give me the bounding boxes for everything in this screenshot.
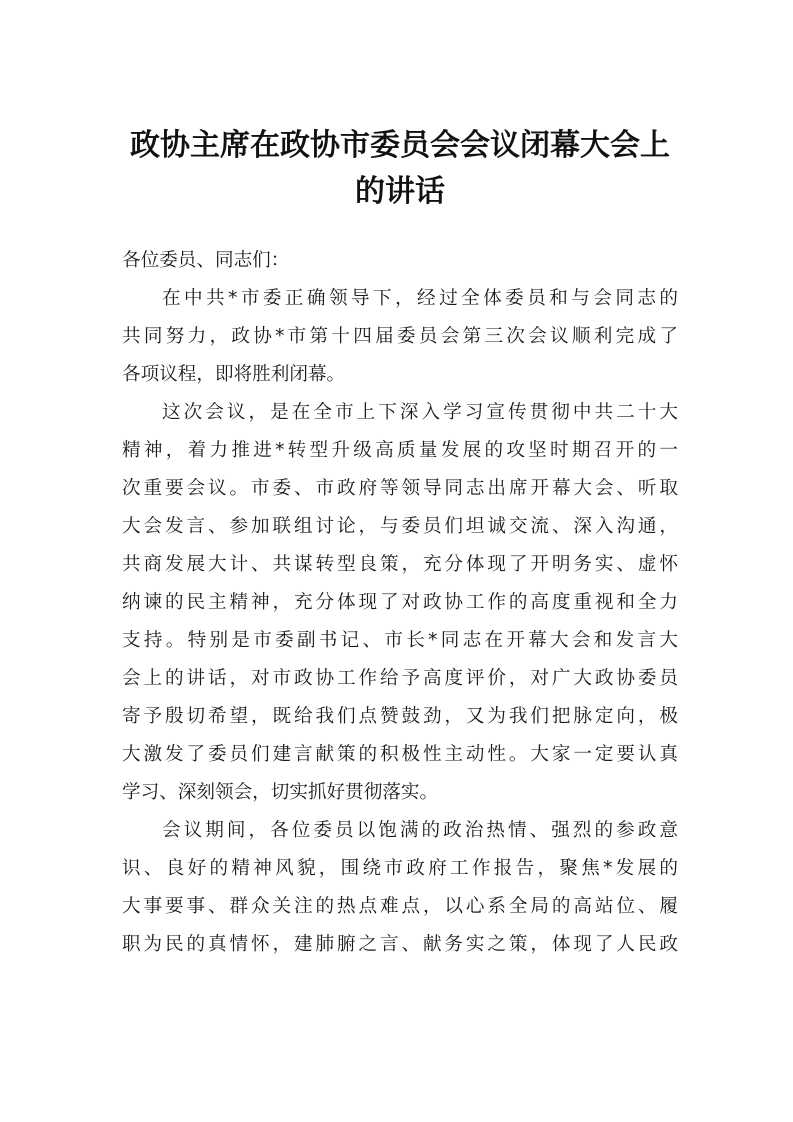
document-body — [122, 242, 678, 964]
paragraph-line: 这次会议，是在全市上下深入学习宣传贯彻中共二十大 — [162, 402, 678, 423]
paragraph-1 — [122, 280, 678, 394]
paragraph-line: 会上的讲话，对市政协工作给予高度评价，对广大政协委员 — [122, 668, 678, 689]
document-title-line-2: 的讲话 — [355, 174, 445, 209]
paragraph-line: 大会发言、参加联组讨论，与委员们坦诚交流、深入沟通， — [122, 516, 678, 537]
paragraph-line: 识、良好的精神风貌，围绕市政府工作报告，聚焦*发展的 — [122, 858, 678, 879]
paragraph-line: 会议期间，各位委员以饱满的政治热情、强烈的参政意 — [162, 820, 678, 841]
paragraph-line: 大事要事、群众关注的热点难点，以心系全局的高站位、履 — [122, 896, 678, 917]
paragraph-line: 精神，着力推进*转型升级高质量发展的攻坚时期召开的一 — [122, 440, 678, 461]
paragraph-line: 共商发展大计、共谋转型良策，充分体现了开明务实、虚怀 — [122, 554, 678, 575]
paragraph-2 — [122, 394, 678, 812]
paragraph-line: 职为民的真情怀，建肺腑之言、献务实之策，体现了人民政 — [122, 934, 678, 955]
paragraph-line: 支持。特别是市委副书记、市长*同志在开幕大会和发言大 — [122, 630, 678, 651]
paragraph-line: 各项议程，即将胜利闭幕。 — [122, 364, 346, 385]
salutation: 各位委员、同志们： — [122, 250, 290, 271]
paragraph-line: 寄予殷切希望，既给我们点赞鼓劲，又为我们把脉定向，极 — [122, 706, 678, 727]
paragraph-line: 大激发了委员们建言献策的积极性主动性。大家一定要认真 — [122, 744, 678, 765]
paragraph-3 — [122, 812, 678, 964]
paragraph-line: 在中共*市委正确领导下，经过全体委员和与会同志的 — [162, 288, 678, 309]
document-title-line-1: 政协主席在政协市委员会会议闭幕大会上 — [130, 128, 670, 163]
paragraph-line: 学习、深刻领会，切实抓好贯彻落实。 — [122, 782, 439, 803]
paragraph-line: 次重要会议。市委、市政府等领导同志出席开幕大会、听取 — [122, 478, 678, 499]
paragraph-line: 共同努力，政协*市第十四届委员会第三次会议顺利完成了 — [122, 326, 678, 347]
paragraph-line: 纳谏的民主精神，充分体现了对政协工作的高度重视和全力 — [122, 592, 678, 613]
